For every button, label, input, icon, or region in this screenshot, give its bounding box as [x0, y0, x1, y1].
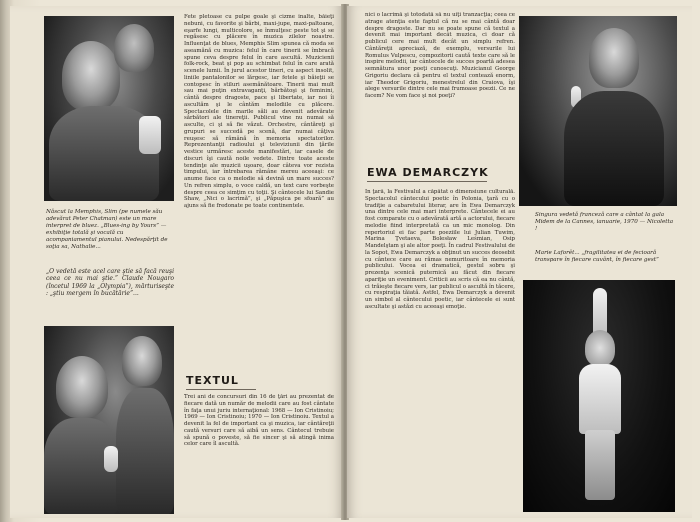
photo-figure-face	[62, 41, 120, 111]
right-page	[347, 6, 692, 518]
heading-rule	[367, 181, 487, 182]
pull-quote-nougaro: „O vedetă este acel care ştie să facă reuşi ceea ce nu mai ştie.” Claude Nougaro (încetul 1969 la „Olympia”), mărturiseşte : „ştiu mergem în bucătărie”...	[46, 268, 174, 298]
textul-section-text: Trei ani de concursuri din 16 de ţări au prezentat de fiecare dată un număr de melodii care au fost cântate în faţa unui juriu internaţional: 1968 — Ion Cristinoiu; 1969 — Ion Cristinoiu; 1970 — Ion Cristinoiu. Textul a devenit la fel de important ca şi muzica, iar cântăreţii caută versuri care să aibă un sens. Cântecul trebuie să spună o poveste, să fie sincer şi să atingă inima celor care îl ascultă.	[184, 394, 334, 448]
left-page	[10, 6, 343, 518]
photo-claude-nougaro	[44, 326, 174, 514]
photo-figure-face-2	[114, 24, 154, 72]
caption-marie-laforet: Marie Laforêt... „fragilitatea ei de fecioară transpare în fiecare cuvânt, în fiecare gest”	[535, 250, 659, 263]
photo-memphis-slim	[44, 16, 174, 201]
heading-textul: TEXTUL	[186, 374, 239, 387]
photo-figure-legs	[585, 430, 615, 500]
photo-figure-face-2	[122, 336, 162, 386]
heading-rule	[186, 389, 256, 390]
photo-figure-body-2	[116, 388, 174, 514]
caption-memphis-slim: Născut la Memphis, Slim (pe numele său adevărat Peter Chatman) este un mare interpret de bluez. „Blues-ing by Yours” — exhibiţie totală şi vocală cu acompaniamentul pianului. Nedespărţit de soţia sa, Nathalie...	[46, 209, 168, 250]
photo-figure-dress	[579, 364, 621, 434]
photo-figure-face	[56, 356, 108, 418]
photo-figure-body	[564, 91, 664, 206]
heading-ewa-demarczyk: EWA DEMARCZYK	[367, 166, 489, 179]
photo-figure-face	[585, 330, 615, 366]
photo-hand-highlight	[139, 116, 161, 154]
photo-figure-face	[589, 28, 639, 88]
caption-nicoletta: Singura vedetă franceză care a cântat la gala Midem de la Cannes, ianuarie, 1970 — Nicoletta !	[535, 212, 674, 232]
photo-microphone	[104, 446, 118, 472]
photo-marie-laforet	[523, 280, 675, 512]
left-column-text: Fete pletoase cu pulpe goale şi cizme înalte, băieţi nebuni, cu favorite şi bărbi, maxi-jupe, maxi-paltoane, eşarfe lungi, multicolore, se înmulţesc peste tot şi se regăsesc cu plăcere în muzica zilelor noastre. Influenţat de blues, Memphis Slim spunea că moda se aseamănă cu muzica: felul în care tinerii se îmbracă spune ceva despre felul în care ascultă. Muzicienii folk-rock, beat şi pop au schimbat felul în care arată scenele lumii. În jurul acestor tineri, cu aspect insolit, liniile pantalonilor se lărgesc, iar fetele şi băieţii se contopesc în stiluri asemănătoare. Tinerii mai mult sau mai puţin extravaganţi, bărbătoşi şi feminini, cântă despre dragoste, pace şi libertate, iar noi îi ascultăm şi le cântăm melodiile cu plăcere. Spectacolele din marile săli au devenit adevărate sărbători ale tinereţii. Publicul vine nu numai să asculte, ci şi să fie văzut. Orchestre, cântăreţi şi grupuri se succedă pe scenă, dar numai câţiva reuşesc să rămână în memoria spectatorilor. Reprezentanţii radioului şi televiziunii din ţările vestice urmăresc aceste manifestări, iar casele de discuri îşi caută noile vedete. Dintre toate aceste tendinţe ale muzicii uşoare, doar câteva vor rezista timpului, iar întrebarea rămâne mereu aceeaşi: ce anume face ca o melodie să devină un mare succes? Un refren simplu, o voce caldă, un text care vorbeşte despre ceea ce simţim cu toţii. Şi cântecele lui Sandie Shaw, „Nici o lacrimă”, şi „Păpuşica pe sfoară” au ajuns să fie fredonate pe toate continentele.	[184, 14, 334, 209]
photo-nicoletta	[519, 16, 677, 206]
right-column-text-top: nici o lacrimă şi totodată să nu uiţi tranzacţia; ceea ce atrage atenţia este faptul că nu se mai cântă doar despre dragoste. Dar nu se poate spune că textul a devenit mai important decât muzica, ci doar că publicul cere mai mult decât un simplu refren. Cântăreţii apreciază, de exemplu, versurile lui Romulus Vulpescu, compozitorii caută texte care să le inspire melodii, iar cântecele de succes poartă adesea semnătura unor poeţi cunoscuţi. Muzicianul George Grigoriu declara că pentru el textul contează enorm, iar Theodor Grigoriu, menestrelul din Craiova, îşi alege versurile dintre cele mai frumoase poezii. Ce ne facem? Ne vom face şi noi poeţi?	[365, 12, 515, 99]
ewa-demarczyk-text: În ţară, la Festivalul a căpătat o dimensiune culturală. Spectacolul cântecului poetic în Polonia, ţară cu o tradiţie a cabaretului literar, are în Ewa Demarczyk una dintre cele mai mari interprete. Cântecele ei au fost comparate cu o adevărată artă a actorului, fiecare melodie fiind interpretată ca un mic monolog. Din repertoriul ei fac parte poeziile lui Julian Tuwim, Marina Ţvetaeva, Bolesław Leśmian, Osip Mandelştam şi ale altor poeţi. În cadrul Festivalului de la Sopot, Ewa Demarczyk a obţinut un succes deosebit cu cântece care au rămas nemuritoare în memoria publicului. Vocea ei dramatică, gestul sobru şi prezenţa scenică puternică au făcut din fiecare apariţie un eveniment. Criticii au scris că ea nu cântă, ci trăieşte fiecare vers, iar publicul o ascultă în tăcere, cu respiraţia tăiată. Astfel, Ewa Demarczyk a devenit un simbol al cântecului poetic, iar cântecele ei sunt ascultate şi astăzi cu aceeaşi emoţie.	[365, 189, 515, 310]
